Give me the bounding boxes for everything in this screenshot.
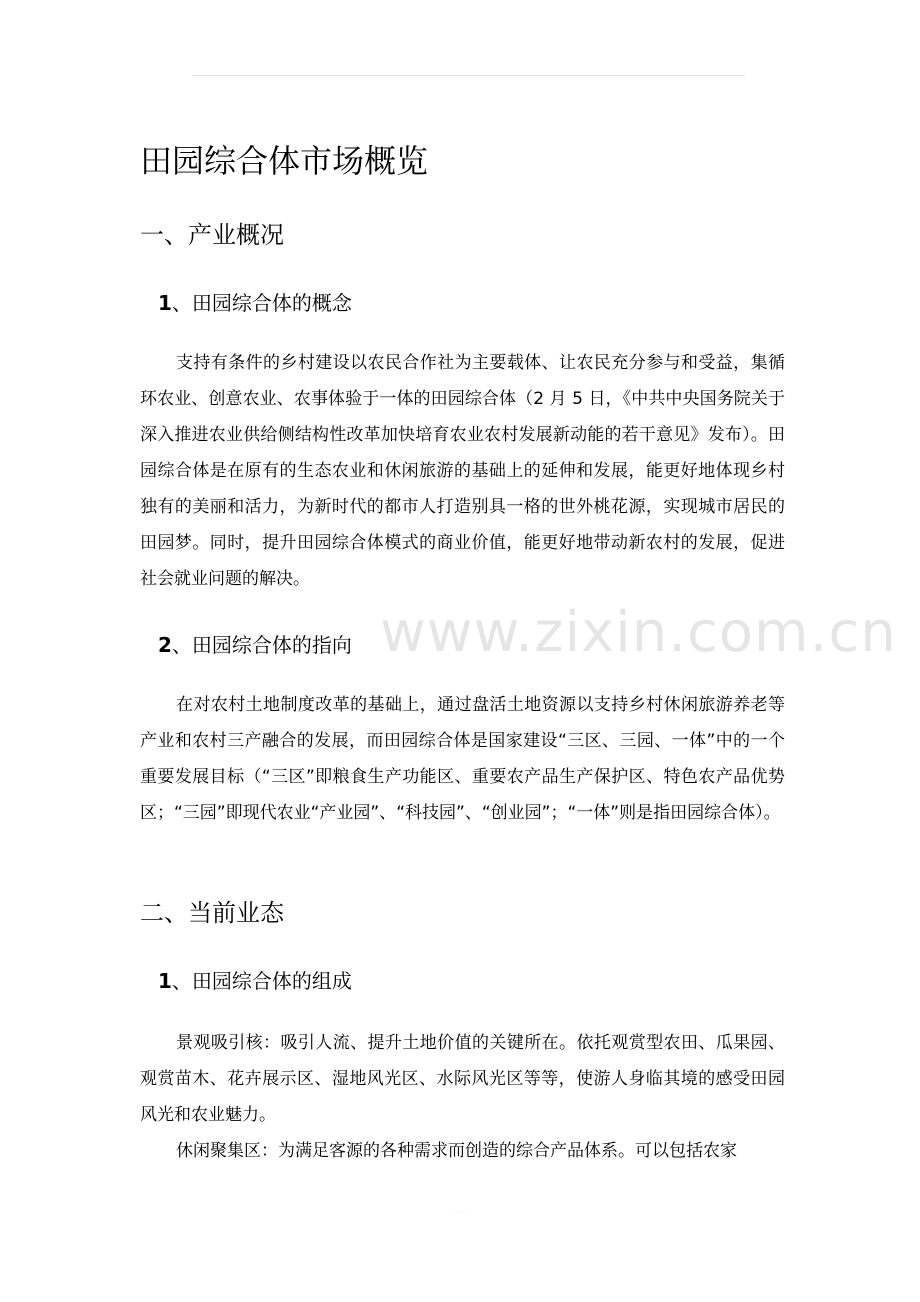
- subsection-heading-direction: [158, 631, 352, 659]
- subsection-label: 、田园综合体的组成: [171, 969, 352, 993]
- paragraph-landscape-core: 景观吸引核：吸引人流、提升土地价值的关键所在。依托观赏型农田、瓜果园、观赏苗木、花卉展示区、湿地风光区、水际风光区等等，使游人身临其境的感受田园风光和农业魅力。: [140, 1033, 785, 1125]
- subsection-number: 2: [158, 633, 172, 657]
- subsection-heading-concept: [158, 289, 352, 317]
- paragraph-leisure-zone: 休闲聚集区：为满足客源的各种需求而创造的综合产品体系。可以包括农家: [176, 1141, 737, 1161]
- subsection-heading-composition: [158, 967, 352, 995]
- paragraph-concept: 支持有条件的乡村建设以农民合作社为主要载体、让农民充分参与和受益，集循环农业、创意农业、农事体验于一体的田园综合体（2 月 5 日，《中共中央国务院关于深入推进农业供给侧结构性改革加快培育农业农村发展新动能的若干意见》发布）。田园综合体是在原有的生态农业和休闲旅游的基础上的延伸和发展，能更好地体现乡村独有的美丽和活力，为新时代的都市人打造别具一格的世外桃花源，实现城市居民的田园梦。同时，提升田园综合体模式的商业价值，能更好地带动新农村的发展，促进社会就业问题的解决。: [140, 353, 785, 589]
- section-heading-industry-overview: 一、产业概况: [140, 221, 284, 249]
- subsection-label: 、田园综合体的概念: [171, 291, 352, 315]
- document-title: 田园综合体市场概览: [140, 142, 429, 180]
- subsection-label: 、田园综合体的指向: [171, 633, 352, 657]
- subsection-number: 1: [158, 969, 172, 993]
- section-heading-current-business: 二、当前业态: [140, 899, 284, 927]
- subsection-number: 1: [158, 291, 172, 315]
- paragraph-direction: 在对农村土地制度改革的基础上，通过盘活土地资源以支持乡村休闲旅游养老等产业和农村三产融合的发展，而田园综合体是国家建设“三区、三园、一体”中的一个重要发展目标（“三区”即粮食生产功能区、重要农产品生产保护区、特色农产品优势区；“三园”即现代农业“产业园”、“科技园”、“创业园”；“一体”则是指田园综合体）。: [140, 695, 785, 823]
- header-rule: [192, 75, 745, 76]
- watermark: www.zixin.com.cn: [380, 600, 897, 665]
- footer-mark: ······: [452, 1208, 466, 1216]
